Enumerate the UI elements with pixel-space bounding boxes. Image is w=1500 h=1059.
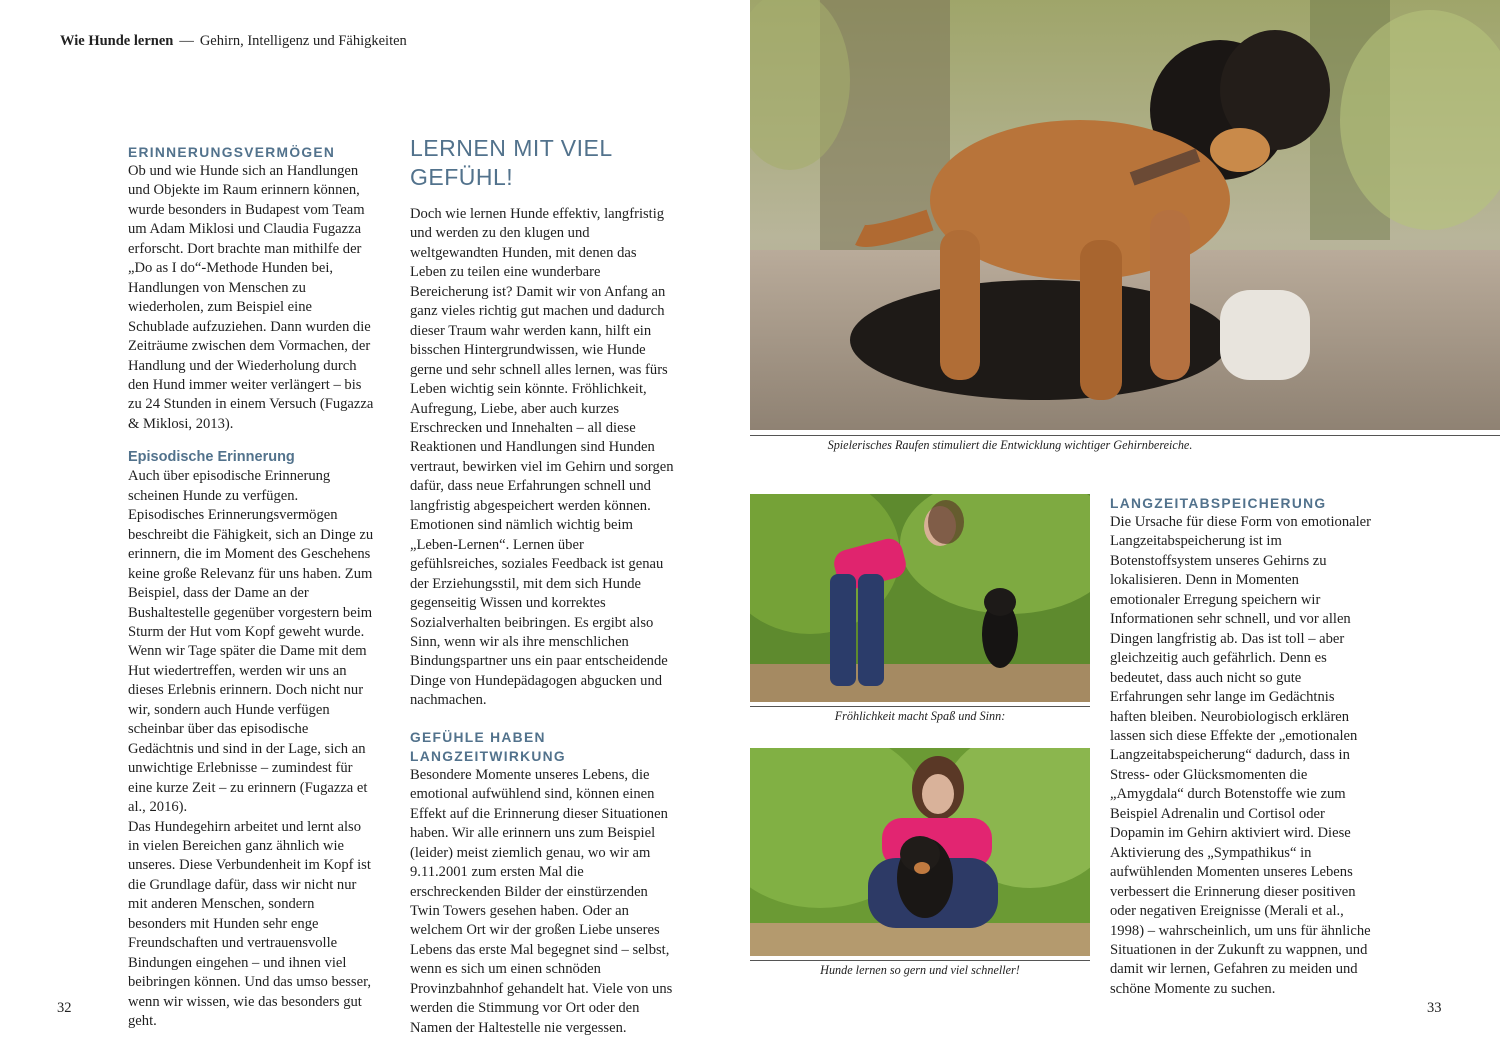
caption-photo-top: Spielerisches Raufen stimuliert die Entwicklung wichtiger Gehirnbereiche. [827,438,1193,452]
running-head-subtitle: Gehirn, Intelligenz und Fähigkeiten [199,33,407,49]
chapter-heading: LERNEN MIT VIEL GEFÜHL! [410,135,612,190]
running-head-title: Wie Hunde lernen [60,33,174,49]
photo-woman-puppy-hug-svg [750,748,1090,956]
paragraph-intro: Doch wie lernen Hunde effektiv, langfristig und werden zu den klugen und weltgewandten Hunden, mit denen das Leben zu teilen eine wunderbare Bereicherung ist? Damit wir von Anfang an ganz vieles richtig gut machen und dadurch dieser Traum wahr werden kann, hilft ein bisschen Hintergrundwissen, wie Hunde gerne und sehr schnell alles lernen, was fürs Leben wichtig sein könnte. Fröhlichkeit, Aufregung, Liebe, aber auch kurzes Erschrecken und Innehalten – all diese Reaktionen und Handlungen sind Hunden vertraut, bewirken viel im Gehirn und sorgen dafür, dass neue Erfahrungen schnell und langfristig abgespeichert werden können. Emotionen sind nämlich wichtig beim „Leben-Lernen“. Lernen über gefühlsreiches, soziales Feedback ist genau der Erziehungsstil, mit dem sich Hunde gegenseitig Wissen und korrektes Sozialverhalten beibringen. Es ergibt also Sinn, wenn wir als ihre menschlichen Bindungspartner uns ein paar entscheidende Dinge von Hundepädagogen abgucken und nachmachen. [410,206,674,709]
photo-woman-puppy-play-svg [750,494,1090,702]
section-heading-langzeitabspeicherung: LANGZEITABSPEICHERUNG [1110,496,1327,511]
section-heading-episodische-erinnerung: Episodische Erinnerung [128,449,295,466]
paragraph-erinnerungsvermoegen: Ob und wie Hunde sich an Handlungen und Objekte im Raum erinnern können, wurde besonders in Budapest vom Team um Adam Miklosi und Claudia Fugazza erforscht. Dort brachte man mithilfe der „Do as I do“-Methode Hunden bei, Handlungen von Menschen zu wiederholen, zum Beispiel eine Schublade aufzuziehen. Dann wurden die Zeiträume zwischen dem Vormachen, der Handlung und der Wiederholung durch den Hund immer weiter verlängert – bis zu 24 Stunden in einem Versuch (Fugazza & Miklosi, 2013). [128,163,374,432]
section-heading-erinnerungsvermoegen: ERINNERUNGSVERMÖGEN [128,145,336,160]
left-column [128,143,374,1031]
section-heading-langzeitwirkung: GEFÜHLE HABEN LANGZEITWIRKUNG [410,729,566,764]
caption-rule-bottom [750,960,1090,961]
right-column [1110,494,1372,999]
page-number-right: 33 [1427,1000,1442,1016]
caption-rule-top [750,435,1500,436]
paragraph-hundegehirn: Das Hundegehirn arbeitet und lernt also in vielen Bereichen ganz ähnlich wie unseres. Diese Verbundenheit im Kopf ist die Grundlage dafür, dass wir nicht nur mit anderen Menschen, sondern besonders mit Hunden sehr enge Freundschaften und vertrauensvolle Bindungen eingehen – und ihnen viel beibringen können. Und das umso besser, wenn wir wissen, wie das besonders gut geht. [128,818,372,1030]
running-head [60,33,407,50]
photo-dogs-wrestling [750,0,1500,430]
paragraph-langzeitabspeicherung: Die Ursache für diese Form von emotionaler Langzeitabspeicherung ist im Botenstoffsystem unseres Gehirns zu lokalisieren. Denn in Momenten emotionaler Erregung speichern wir Informationen sehr schnell, und vor allen Dingen langfristig ab. Das ist toll – aber gleichzeitig auch gefährlich. Denn es bedeutet, dass auch nicht so gute Erfahrungen sehr lange im Gedächtnis haften bleiben. Neurobiologisch erklären lassen sich diese Effekte der „emotionalen Langzeitabspeicherung“ dadurch, dass in Stress- oder Glücksmomenten die „Amygdala“ durch Botenstoffe wie zum Beispiel Adrenalin und Cortisol oder Dopamin im Gehirn aktiviert wird. Diese Aktivierung des „Sympathikus“ in aufwühlenden Momenten unseres Lebens verbessert die Erinnerung dieser positiven oder negativen Ereignisse (Merali et al., 1998) – wahrscheinlich, um uns für ähnliche Situationen in der Zukunft zu wappnen, und damit wir lernen, Gefahren zu meiden und schöne Momente zu suchen. [1110,514,1371,997]
caption-rule-mid [750,706,1090,707]
middle-column [410,134,674,1038]
paragraph-episodische-erinnerung: Auch über episodische Erinnerung scheinen Hunde zu verfügen. Episodisches Erinnerungsvermögen beschreibt die Fähigkeit, sich an Dinge zu erinnern, die im Moment des Geschehens keine große Relevanz für uns haben. Zum Beispiel, dass der Dame an der Bushaltestelle gegenüber vorgestern beim Sturm der Hut vom Kopf geweht wurde. Wenn wir Tage später die Dame mit dem Hut wiedertreffen, werden wir uns an dieses Erlebnis erinnern. Doch nicht nur wir, sondern auch Hunde verfügen scheinbar über das episodische Gedächtnis und sind in der Lage, sich an unwichtige Erlebnisse – zumindest für eine kurze Zeit – zu erinnern (Fugazza et al., 2016). [128,468,374,816]
caption-photo-bottom: Hunde lernen so gern und viel schneller! [820,963,1020,977]
caption-photo-mid: Fröhlichkeit macht Spaß und Sinn: [834,709,1006,723]
photo-woman-puppy-hug [750,748,1090,956]
page-number-left: 32 [57,1000,72,1016]
paragraph-langzeitwirkung: Besondere Momente unseres Lebens, die emotional aufwühlend sind, können einen Effekt auf die Erinnerung dieser Situationen haben. Wir alle erinnern uns zum Beispiel (leider) meist ziemlich genau, wo wir am 9.11.2001 zum ersten Mal die erschreckenden Bilder der einstürzenden Twin Towers gesehen haben. Oder an welchem Ort wir der großen Liebe unseres Lebens das erste Mal begegnet sind – selbst, wenn es sich um einen schnöden Provinzbahnhof gehandelt hat. Viele von uns werden die Stimmung vor Ort oder den Namen der Haltestelle nie vergessen. [410,766,673,1036]
photo-dogs-wrestling-svg [750,0,1500,430]
photo-woman-puppy-play [750,494,1090,702]
running-head-dash: — [179,33,194,49]
